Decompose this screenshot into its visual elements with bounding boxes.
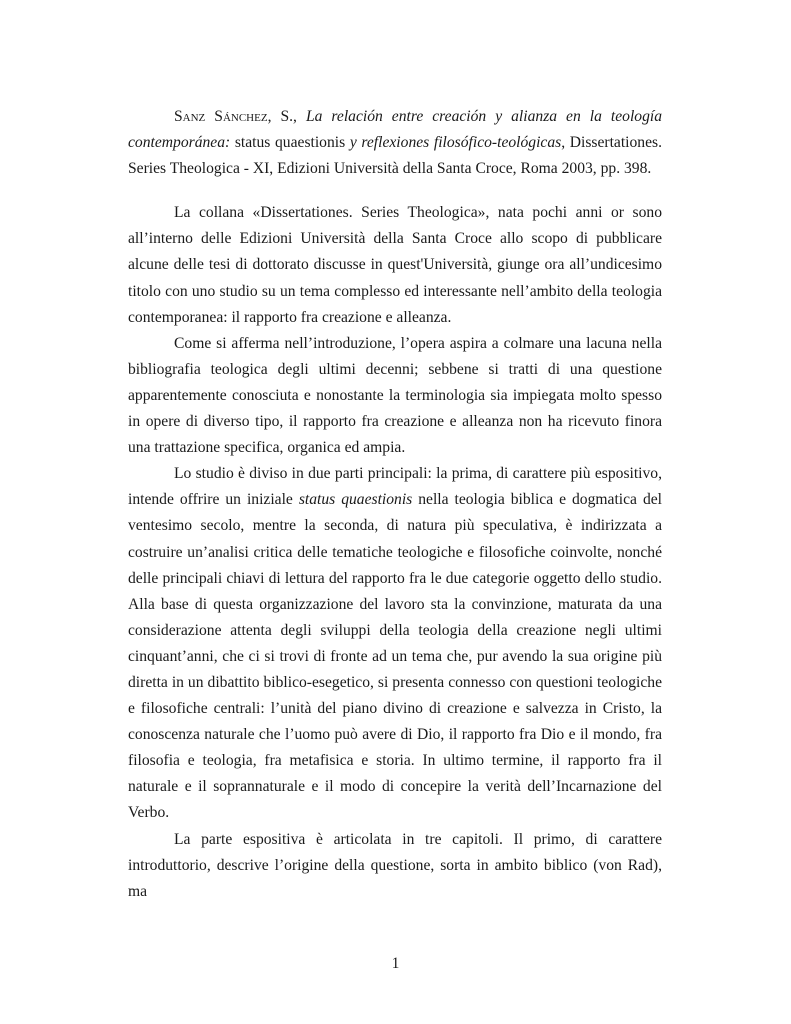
- page-body: [128, 104, 662, 905]
- book-title-italic-2: y reflexiones filosófico-teológicas: [349, 134, 562, 152]
- paragraph-3: [128, 461, 662, 826]
- paragraph-1: La collana «Dissertationes. Series Theologica», nata pochi anni or sono all’interno delle Edizioni Università della Santa Croce allo scopo di pubblicare alcune delle tesi di dottorato discusse in quest'Università, giunge ora all’undicesimo titolo con uno studio su un tema complesso ed interessante nell’ambito della teologia contemporanea: il rapporto fra creazione e alleanza.: [128, 204, 662, 326]
- paragraph-2: Come si afferma nell’introduzione, l’opera aspira a colmare una lacuna nella bibliografia teologica degli ultimi decenni; sebbene si tratti di una questione apparentemente conosciuta e nonostante la terminologia sia impiegata molto spesso in opere di diverso tipo, il rapporto fra creazione e alleanza non ha ricevuto finora una trattazione specifica, organica ed ampia.: [128, 334, 662, 457]
- author-initial: , S.,: [267, 108, 306, 125]
- author-surname-1: Sanz: [174, 108, 206, 125]
- bibliographic-citation: [128, 104, 662, 182]
- paragraph-3-italic: status quaestionis: [298, 491, 413, 509]
- paragraph-3-part-a: Lo studio è diviso in due parti principali: la prima, di carattere più espositivo, intende offrire un iniziale: [128, 465, 662, 509]
- book-title-italic: La relación entre creación y alianza en la teología contemporánea:: [128, 108, 662, 152]
- paragraph-4: La parte espositiva è articolata in tre capitoli. Il primo, di carattere introduttorio, descrive l’origine della questione, sorta in ambito biblico (von Rad), ma: [128, 830, 662, 900]
- page-number: 1: [391, 955, 400, 972]
- book-title-roman: status quaestionis: [230, 134, 350, 152]
- publication-details: , Dissertationes. Series Theologica - XI, Edizioni Università della Santa Croce, Roma 2003, pp. 398.: [128, 134, 662, 178]
- paragraph-3-part-b: nella teologia biblica e dogmatica del ventesimo secolo, mentre la seconda, di natura più speculativa, è indirizzata a costruire un’analisi critica delle tematiche teologiche e filosofiche coinvolte, nonché delle principali chiavi di lettura del rapporto fra le due categorie oggetto dello studio. Alla base di questa organizzazione del lavoro sta la convinzione, maturata da una considerazione attenta degli sviluppi della teologia della creazione negli ultimi cinquant’anni, che ci si trovi di fronte ad un tema che, pur avendo la sua origine più diretta in un dibattito biblico-esegetico, si presenta connesso con questioni teologiche e filosofiche centrali: l’unità del piano divino di creazione e salvezza in Cristo, la conoscenza naturale che l’uomo può avere di Dio, il rapporto fra Dio e il mondo, fra filosofia e teologia, fra metafisica e storia. In ultimo termine, il rapporto fra il naturale e il soprannaturale e il modo di concepire la verità dell’Incarnazione del Verbo.: [128, 491, 662, 822]
- author-surname-2: Sánchez: [214, 108, 268, 125]
